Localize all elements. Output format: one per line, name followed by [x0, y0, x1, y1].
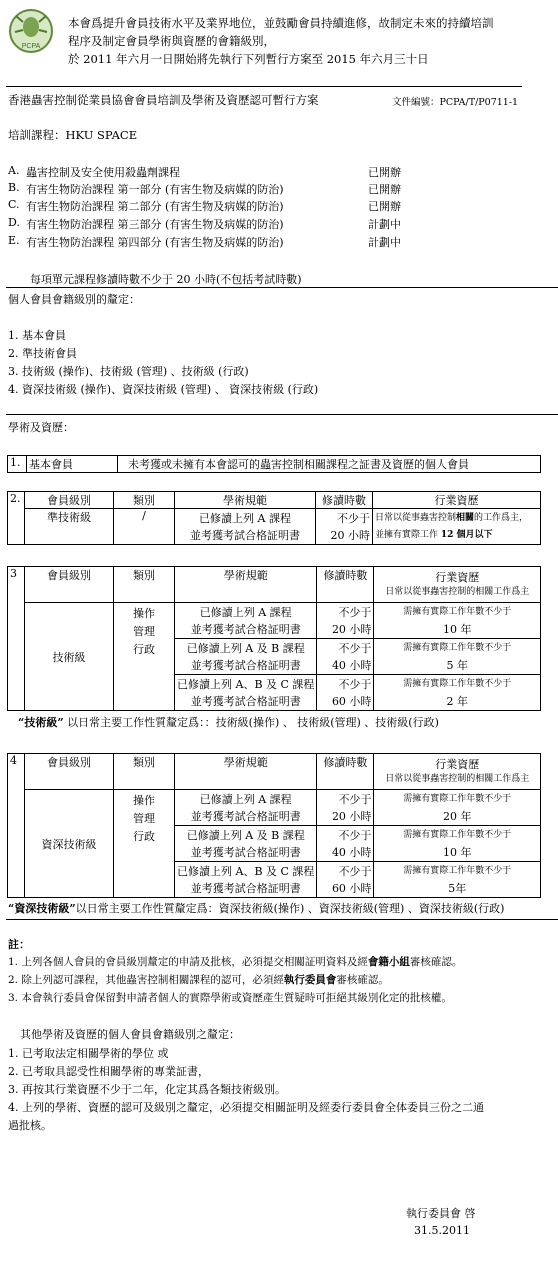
industry-cell	[374, 790, 541, 826]
academic-line: 並考獲考試合格証明書	[190, 809, 301, 823]
intro-line: 本會爲提升會員技術水平及業界地位，並鼓勵會員持續進修，故制定未來的持續培訓	[68, 16, 494, 30]
course-letter: B.	[8, 181, 20, 194]
type-cell	[114, 790, 175, 898]
header-type: 類別	[114, 492, 175, 509]
industry-line: 10 年	[442, 622, 472, 636]
academic-cell	[175, 790, 317, 826]
table-associate	[7, 491, 541, 545]
industry-line	[375, 527, 538, 544]
text-bold: 相關	[456, 512, 475, 523]
hours-cell	[317, 675, 374, 711]
academic-cell	[175, 862, 317, 898]
others-item: 過批核。	[8, 1119, 52, 1132]
course-letter: D.	[8, 216, 20, 229]
text: 2. 除上列認可課程，其他蟲害控制相關課程的認可，必須經	[8, 974, 284, 986]
hours-line: 20 小時	[331, 622, 372, 636]
hours-cell	[317, 826, 374, 862]
divider	[6, 287, 558, 288]
course-name: 蟲害控制及安全使用殺蟲劑課程	[26, 166, 180, 179]
level-cell: 資深技術級	[25, 790, 114, 898]
academic-cell	[175, 675, 317, 711]
academic-line: 並考獲考試合格証明書	[190, 622, 301, 636]
header-level: 會員級別	[25, 567, 114, 603]
text: 1. 上列各個人會員的會員級別釐定的申請及批核，必須提交相關証明資料及經	[8, 956, 368, 968]
description-cell: 未考獲或未擁有本會認可的蟲害控制相關課程之証書及資歷的個人會員	[118, 456, 541, 473]
type-cell	[114, 603, 175, 711]
type-cell: /	[114, 509, 175, 545]
industry-line: 5 年	[446, 658, 468, 672]
text: 並擁有實際工作	[375, 529, 441, 540]
industry-line: 5年	[448, 881, 467, 895]
academic-cell	[175, 509, 316, 545]
course-status: 已開辦	[368, 166, 401, 179]
course-name: 有害生物防治課程 第二部分 (有害生物及病媒的防治)	[26, 200, 284, 213]
hours-cell	[317, 639, 374, 675]
course-letter: E.	[8, 234, 20, 247]
level-item: 4. 資深技術級 (操作)、資深技術級 (管理) 、 資深技術級 (行政)	[8, 383, 319, 396]
type-line: 管理	[133, 625, 155, 638]
industry-cell	[374, 826, 541, 862]
academic-line: 並考獲考試合格証明書	[190, 845, 301, 859]
industry-cell	[374, 675, 541, 711]
course-name: 有害生物防治課程 第三部分 (有害生物及病媒的防治)	[26, 218, 284, 231]
others-heading: 其他學術及資歷的個人會員會籍級別之釐定：	[20, 1028, 240, 1041]
industry-line: 2 年	[446, 694, 468, 708]
doc-ref: 文件編號：PCPA/T/P0711-1	[392, 97, 519, 108]
type-line: 行政	[133, 643, 155, 656]
header-industry: 行業資歷	[435, 570, 480, 584]
industry-line: 需擁有實際工作年數不少于	[403, 793, 512, 804]
level-item: 2. 準技術會員	[8, 347, 77, 360]
table-number: 3	[8, 567, 25, 711]
hours-cell	[316, 509, 373, 545]
course-name: 有害生物防治課程 第一部分 (有害生物及病媒的防治)	[26, 183, 284, 196]
hours-line: 不少于	[338, 641, 372, 655]
caption-bold: “資深技術級”	[8, 902, 76, 915]
signoff-date: 31.5.2011	[414, 1224, 470, 1237]
text-bold: 會籍小組	[367, 956, 410, 968]
level-cell: 準技術級	[25, 509, 114, 545]
text: 審核確認。	[336, 974, 389, 986]
others-item: 2. 已考取具認受性相關學術的專業証書，	[8, 1065, 209, 1078]
divider	[6, 414, 558, 415]
industry-line: 20 年	[442, 809, 472, 823]
notes-heading: 註：	[8, 938, 30, 951]
hours-line: 40 小時	[331, 658, 372, 672]
table-number: 1.	[8, 456, 27, 473]
academic-line: 並考獲考試合格証明書	[190, 694, 301, 708]
others-item: 1. 已考取法定相關學術的學位 或	[8, 1047, 169, 1060]
note-item	[8, 954, 462, 969]
academic-line: 已修讀上列 A 課程	[199, 511, 291, 525]
header-hours: 修讀時數	[316, 492, 373, 509]
caption-bold: “技術級”	[18, 716, 64, 729]
note-item	[8, 972, 389, 987]
hours-line: 不少于	[338, 792, 372, 806]
header-industry: 行業資歷	[435, 757, 480, 771]
header-industry-sub: 日常以從事蟲害控制的相關工作爲主	[385, 586, 530, 597]
course-name: 有害生物防治課程 第四部分 (有害生物及病媒的防治)	[26, 236, 284, 249]
academic-line: 並考獲考試合格証明書	[190, 528, 300, 542]
industry-line	[375, 510, 538, 527]
level-cell: 基本會員	[27, 456, 118, 473]
type-line: 管理	[133, 812, 155, 825]
pcpa-logo	[8, 8, 54, 54]
header-level: 會員級別	[25, 492, 114, 509]
industry-line: 10 年	[442, 845, 472, 859]
divider	[6, 919, 558, 920]
text: 日常以從事蟲害控制	[375, 512, 457, 523]
hours-cell	[317, 603, 374, 639]
industry-line: 需擁有實際工作年數不少于	[403, 829, 512, 840]
header-type: 類別	[114, 567, 175, 603]
industry-cell	[374, 603, 541, 639]
text-bold: 12 個月以下	[440, 529, 493, 540]
academic-line: 已修讀上列 A 課程	[199, 792, 292, 806]
course-letter: A.	[8, 164, 20, 177]
hours-line: 20 小時	[330, 528, 370, 542]
hours-cell	[317, 790, 374, 826]
academic-line: 已修讀上列 A、B 及 C 課程	[177, 677, 315, 691]
others-item: 4. 上列的學術、資歷的認可及級別之釐定，必須提交相關証明及經委行委員會全体委員三份之二通	[8, 1101, 484, 1114]
academic-line: 並考獲考試合格証明書	[190, 881, 301, 895]
industry-cell	[373, 509, 541, 545]
table-technical	[7, 566, 541, 711]
type-line: 操作	[133, 794, 155, 807]
note-item: 3. 本會執行委員會保留對申請者個人的實際學術或資歷產生質疑時可拒絕其級別化定的批核權。	[8, 992, 452, 1004]
svg-text:PCPA: PCPA	[21, 43, 41, 50]
header-academic: 學術規範	[175, 754, 317, 790]
hours-line: 不少于	[337, 511, 370, 525]
intro-line: 於 2011 年六月一日開始將先執行下列暫行方案至 2015 年六月三十日	[68, 52, 429, 66]
signoff-org: 執行委員會 啓	[406, 1207, 476, 1220]
hours-note: 每項單元課程修讀時數不少于 20 小時(不包括考試時數)	[30, 273, 302, 286]
others-item: 3. 再按其行業資歷不少于二年，化定其爲各類技術級別。	[8, 1083, 286, 1096]
header-level: 會員級別	[25, 754, 114, 790]
senior-technical-caption	[8, 900, 504, 916]
academic-line: 並考獲考試合格証明書	[190, 658, 301, 672]
table-basic-member	[7, 455, 541, 473]
doc-title: 香港蟲害控制從業員協會會員培訓及學術及資歷認可暫行方案	[8, 93, 319, 107]
hours-line: 60 小時	[331, 694, 372, 708]
header-industry-cell	[374, 754, 541, 790]
header-industry-sub: 日常以從事蟲害控制的相關工作爲主	[385, 773, 530, 784]
course-provider: 培訓課程：HKU SPACE	[8, 128, 138, 142]
industry-cell	[374, 639, 541, 675]
academic-line: 已修讀上列 A 及 B 課程	[186, 828, 305, 842]
academic-line: 已修讀上列 A、B 及 C 課程	[177, 864, 315, 878]
technical-caption	[18, 714, 439, 730]
academic-line: 已修讀上列 A 課程	[199, 605, 292, 619]
level-item: 1. 基本會員	[8, 329, 66, 342]
caption-text: 以日常主要工作性質釐定爲：：技術級(操作) 、 技術級(管理) 、技術級(行政)	[63, 716, 439, 729]
industry-line: 需擁有實際工作年數不少于	[403, 642, 512, 653]
hours-line: 20 小時	[331, 809, 372, 823]
industry-cell	[374, 862, 541, 898]
type-line: 操作	[133, 607, 155, 620]
academic-line: 已修讀上列 A 及 B 課程	[186, 641, 305, 655]
hours-line: 不少于	[338, 864, 372, 878]
intro-text	[68, 14, 494, 68]
hours-cell	[317, 862, 374, 898]
header-academic: 學術規範	[175, 567, 317, 603]
industry-line: 需擁有實際工作年數不少于	[403, 678, 512, 689]
course-status: 計劃中	[368, 218, 401, 231]
table-number: 2.	[8, 492, 25, 545]
text: 的工作爲主，	[474, 512, 529, 523]
hours-line: 40 小時	[331, 845, 372, 859]
type-line: 行政	[133, 830, 155, 843]
text: 審核確認。	[409, 956, 463, 968]
academic-cell	[175, 639, 317, 675]
course-status: 計劃中	[368, 236, 401, 249]
academic-cell	[175, 826, 317, 862]
hours-line: 不少于	[338, 828, 372, 842]
hours-line: 不少于	[338, 605, 372, 619]
level-cell: 技術級	[25, 603, 114, 711]
course-status: 已開辦	[368, 200, 401, 213]
course-status: 已開辦	[368, 183, 401, 196]
caption-text: 以日常主要工作性質釐定爲：資深技術級(操作) 、資深技術級(管理) 、資深技術級(行政)	[75, 902, 505, 915]
hours-line: 60 小時	[331, 881, 372, 895]
table-senior-technical	[7, 753, 541, 898]
header-hours: 修讀時數	[317, 754, 374, 790]
academic-cell	[175, 603, 317, 639]
intro-line: 程序及制定會員學術與資歷的會籍級別，	[68, 34, 275, 48]
industry-line: 需擁有實際工作年數不少于	[403, 606, 512, 617]
divider	[6, 86, 522, 87]
levels-heading: 個人會員會籍級別的釐定：	[8, 293, 140, 306]
table-number: 4	[8, 754, 25, 898]
header-hours: 修讀時數	[317, 567, 374, 603]
header-industry: 行業資歷	[373, 492, 541, 509]
text-bold: 執行委員會	[283, 974, 337, 986]
header-industry-cell	[374, 567, 541, 603]
quals-heading: 學術及資歷：	[8, 421, 74, 434]
header-type: 類別	[114, 754, 175, 790]
course-letter: C.	[8, 198, 20, 211]
header-academic: 學術規範	[175, 492, 316, 509]
level-item: 3. 技術級 (操作)、技術級 (管理) 、技術級 (行政)	[8, 365, 249, 378]
hours-line: 不少于	[338, 677, 372, 691]
industry-line: 需擁有實際工作年數不少于	[403, 865, 512, 876]
